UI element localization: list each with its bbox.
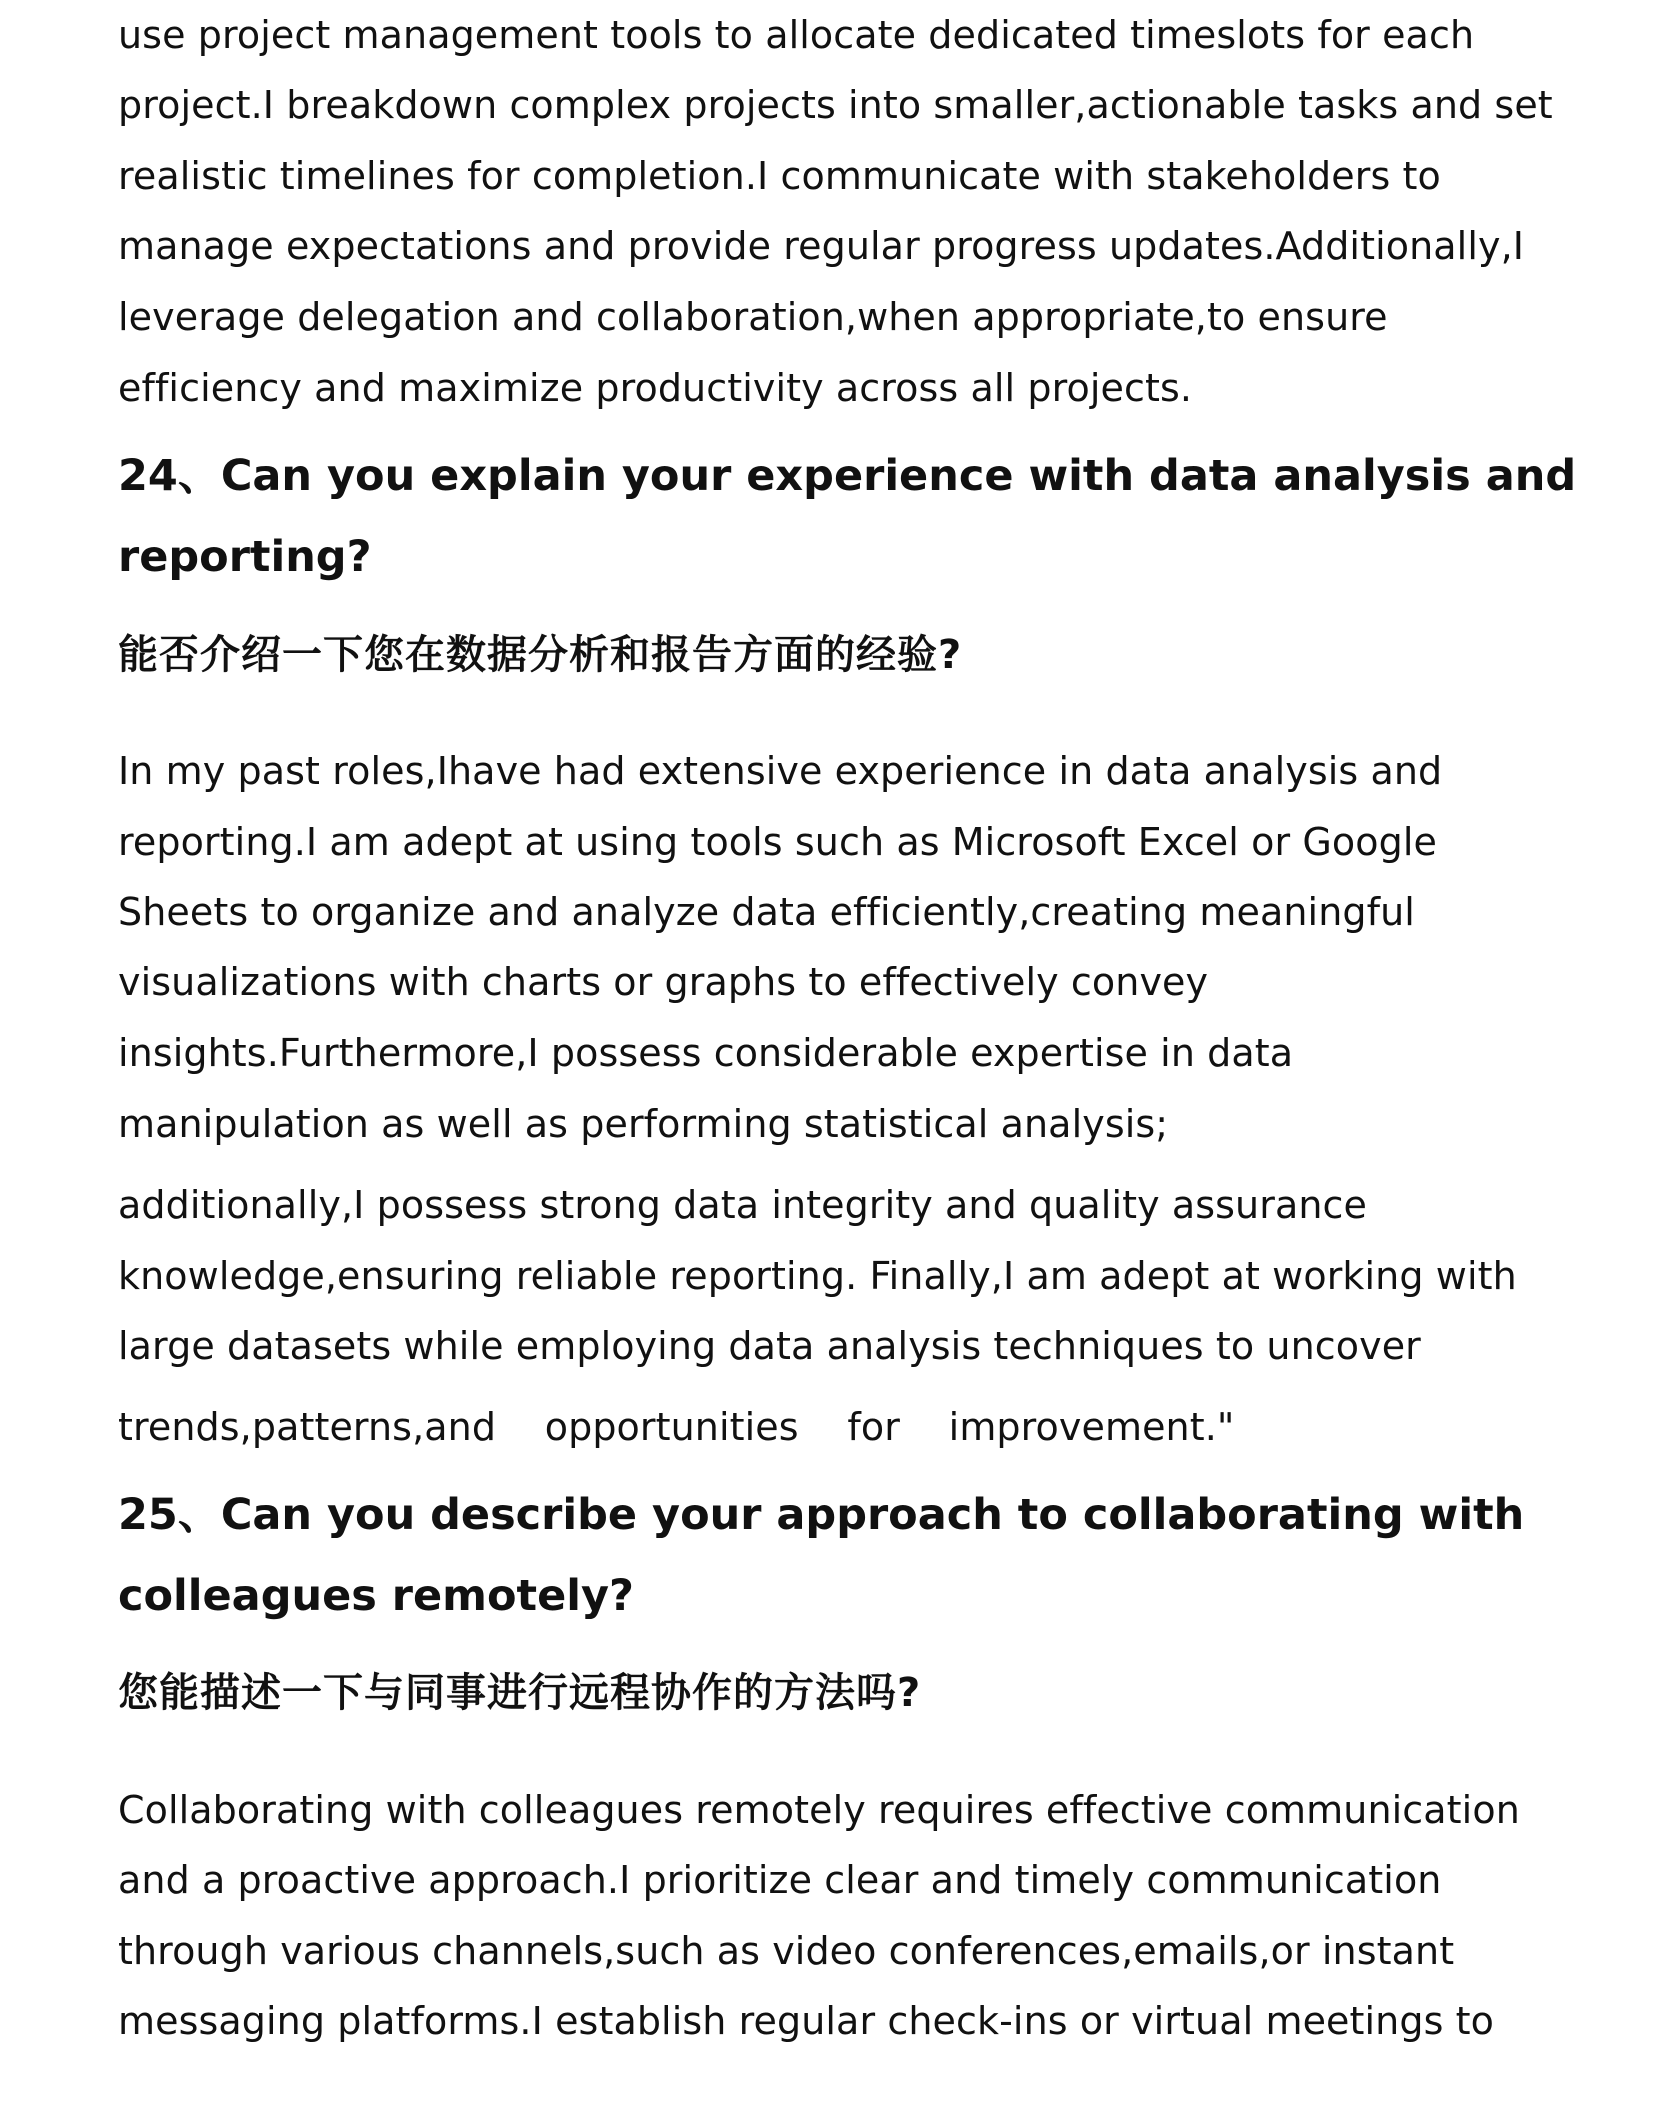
paragraph-line: In my past roles,Ihave had extensive experience in data analysis and: [118, 749, 1443, 793]
paragraph-line: leverage delegation and collaboration,when appropriate,to ensure: [118, 295, 1388, 339]
paragraph-line: insights.Furthermore,I possess considerable expertise in data: [118, 1031, 1294, 1075]
paragraph-line: reporting.I am adept at using tools such as Microsoft Excel or Google: [118, 820, 1437, 864]
question-heading: reporting?: [118, 532, 372, 582]
paragraph-line: knowledge,ensuring reliable reporting. Finally,I am adept at working with: [118, 1254, 1517, 1298]
question-heading: colleagues remotely?: [118, 1571, 634, 1621]
paragraph-line: large datasets while employing data analysis techniques to uncover: [118, 1324, 1421, 1368]
paragraph-line: additionally,I possess strong data integrity and quality assurance: [118, 1183, 1368, 1227]
paragraph-line: manage expectations and provide regular progress updates.Additionally,I: [118, 224, 1525, 268]
paragraph-line: use project management tools to allocate dedicated timeslots for each: [118, 13, 1475, 57]
paragraph-line: project.I breakdown complex projects into smaller,actionable tasks and set: [118, 83, 1553, 127]
paragraph-line: trends,patterns,and opportunities for improvement.": [118, 1405, 1235, 1449]
paragraph-line: visualizations with charts or graphs to effectively convey: [118, 960, 1209, 1004]
paragraph-line: through various channels,such as video conferences,emails,or instant: [118, 1929, 1455, 1973]
paragraph-line: realistic timelines for completion.I communicate with stakeholders to: [118, 154, 1441, 198]
question-heading: 24、Can you explain your experience with data analysis and: [118, 451, 1577, 501]
question-chinese: 您能描述一下与同事进行远程协作的方法吗?: [118, 1670, 922, 1716]
paragraph-line: Collaborating with colleagues remotely requires effective communication: [118, 1788, 1520, 1832]
paragraph-line: Sheets to organize and analyze data efficiently,creating meaningful: [118, 890, 1415, 934]
paragraph-line: and a proactive approach.I prioritize clear and timely communication: [118, 1858, 1442, 1902]
paragraph-line: messaging platforms.I establish regular check-ins or virtual meetings to: [118, 1999, 1495, 2043]
question-heading: 25、Can you describe your approach to collaborating with: [118, 1490, 1525, 1540]
paragraph-line: manipulation as well as performing statistical analysis;: [118, 1102, 1169, 1146]
paragraph-line: efficiency and maximize productivity across all projects.: [118, 366, 1193, 410]
question-chinese: 能否介绍一下您在数据分析和报告方面的经验?: [118, 632, 963, 678]
